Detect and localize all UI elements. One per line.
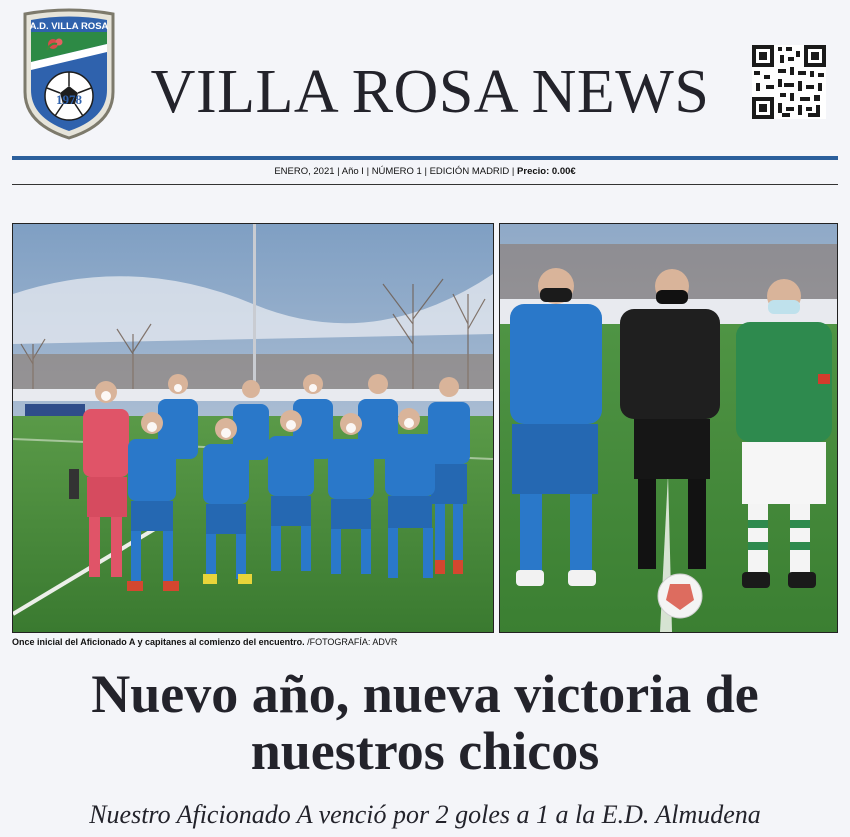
caption-text: Once inicial del Aficionado A y capitanes al comienzo del encuentro. [12,637,305,647]
article-headline: Nuevo año, nueva victoria de nuestros chicos [91,664,759,781]
team-lineup-photo [12,223,494,633]
dateline: ENERO, 2021 | Año I | NÚMERO 1 | EDICIÓN MADRID | Precio: 0.00€ [274,166,576,177]
newspaper-title: VILLA ROSA NEWS [150,58,710,126]
qr-code-icon[interactable] [752,45,826,119]
photo-credit: /FOTOGRAFÍA: ADVR [304,637,398,647]
article-subheadline: Nuestro Aficionado A venció por 2 goles a 1 a la E.D. Almudena [89,800,761,829]
masthead [0,0,850,150]
edition-label: EDICIÓN MADRID [429,166,510,177]
crest-year-text: 1978 [56,92,82,107]
year-label: Año I [341,166,364,177]
crest-club-text: A.D. VILLA ROSA [29,21,109,32]
price-label: Precio: 0.00€ [517,166,576,177]
issue-date: ENERO, 2021 [274,166,335,177]
dateline-rule [12,184,838,185]
captains-referee-photo [499,223,838,633]
masthead-rule [12,156,838,160]
club-crest-logo [19,8,119,140]
photo-caption [12,636,612,648]
issue-number: NÚMERO 1 [371,166,422,177]
